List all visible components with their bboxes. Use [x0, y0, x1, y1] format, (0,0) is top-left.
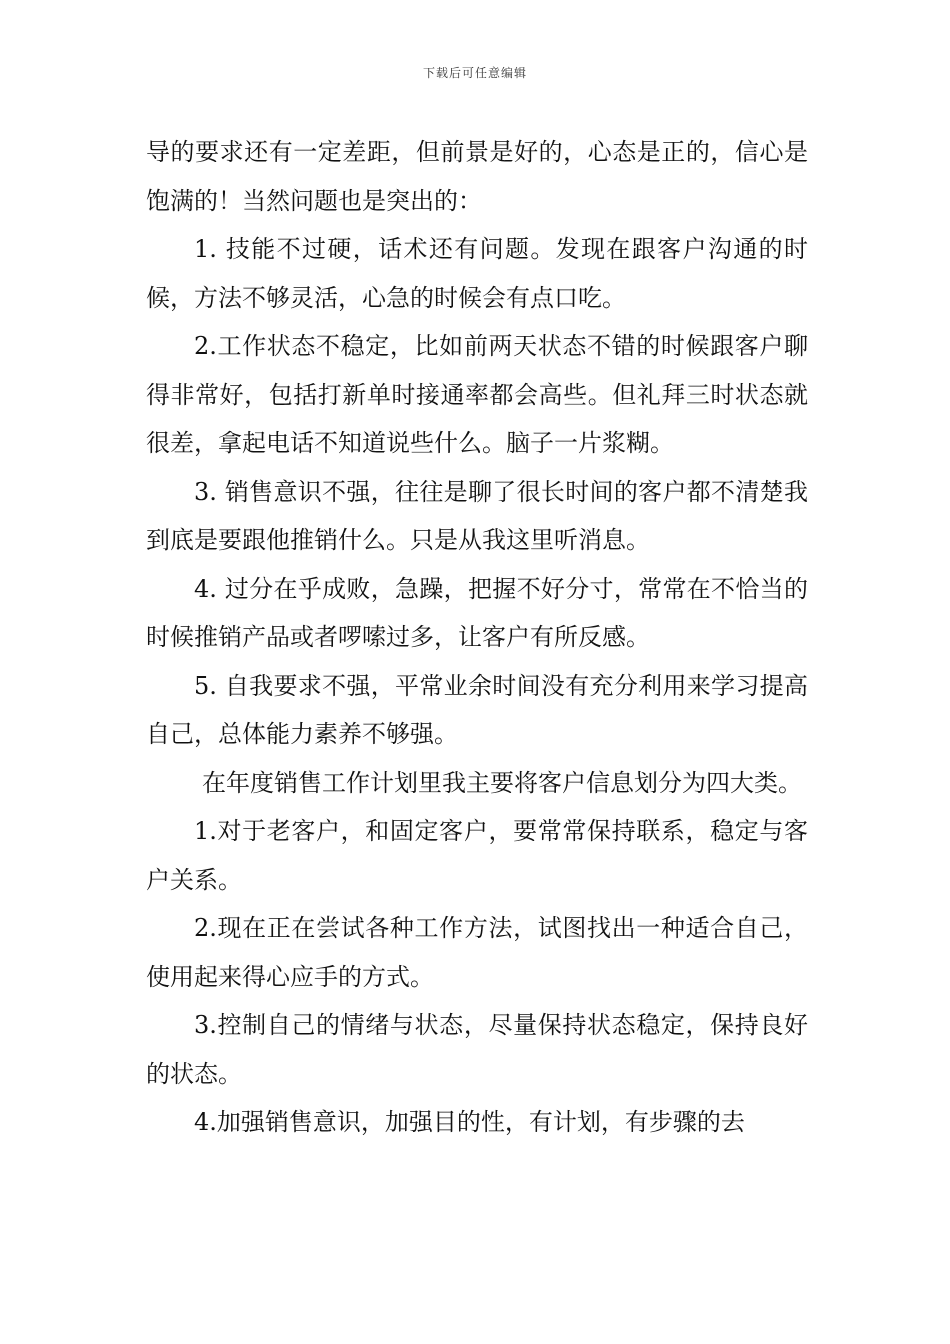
paragraph-continuation: 导的要求还有一定差距，但前景是好的，心态是正的，信心是饱满的！当然问题也是突出的：	[146, 138, 808, 215]
document-body	[146, 128, 808, 1147]
paragraph-list-item-2: 2.工作状态不稳定，比如前两天状态不错的时候跟客户聊得非常好，包括打新单时接通率都会高些。但礼拜三时状态就很差，拿起电话不知道说些什么。脑子一片浆糊。	[146, 332, 808, 457]
paragraph-list-item-3: 3. 销售意识不强，往往是聊了很长时间的客户都不清楚我到底是要跟他推销什么。只是从我这里听消息。	[146, 477, 808, 554]
page-header: 下载后可任意编辑	[422, 66, 527, 80]
paragraph-plan-intro: 在年度销售工作计划里我主要将客户信息划分为四大类。	[202, 768, 802, 797]
paragraph-plan-item-2: 2.现在正在尝试各种工作方法，试图找出一种适合自己，使用起来得心应手的方式。	[146, 914, 808, 991]
paragraph-plan-item-3: 3.控制自己的情绪与状态，尽量保持状态稳定，保持良好的状态。	[146, 1011, 808, 1088]
paragraph-list-item-4: 4. 过分在乎成败，急躁，把握不好分寸，常常在不恰当的时候推销产品或者啰嗦过多，让客户有所反感。	[146, 574, 808, 651]
paragraph-list-item-1: 1. 技能不过硬，话术还有问题。发现在跟客户沟通的时候，方法不够灵活，心急的时候会有点口吃。	[146, 235, 808, 312]
paragraph-list-item-5: 5. 自我要求不强，平常业余时间没有充分利用来学习提高自己，总体能力素养不够强。	[146, 671, 808, 748]
paragraph-plan-item-1: 1.对于老客户，和固定客户，要常常保持联系，稳定与客户关系。	[146, 817, 808, 894]
paragraph-plan-item-4: 4.加强销售意识，加强目的性，有计划，有步骤的去	[194, 1108, 745, 1136]
